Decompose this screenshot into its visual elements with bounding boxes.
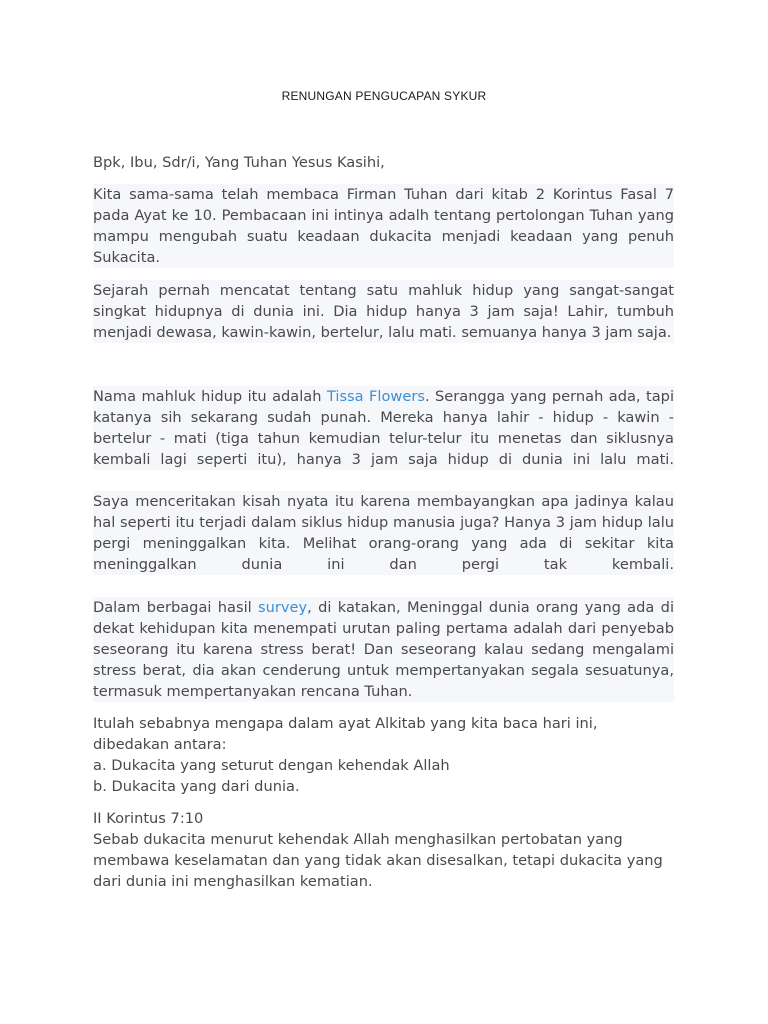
scripture-reference: II Korintus 7:10 (93, 810, 204, 827)
list-item-a: a. Dukacita yang seturut dengan kehendak Allah (93, 757, 450, 774)
paragraph-7 (93, 808, 674, 892)
paragraph-6-line-2: dibedakan antara: (93, 736, 227, 753)
paragraph-6 (93, 713, 674, 797)
paragraph-3 (93, 386, 674, 470)
paragraph-6-line-1: Itulah sebabnya mengapa dalam ayat Alkitab yang kita baca hari ini, (93, 715, 598, 732)
paragraph-5 (93, 597, 674, 702)
document-title: RENUNGAN PENGUCAPAN SYKUR (281, 89, 487, 103)
scripture-line-3: dari dunia ini menghasilkan kematian. (93, 873, 373, 890)
paragraph-3-text-start: Nama mahluk hidup itu adalah (93, 388, 327, 405)
list-item-b: b. Dukacita yang dari dunia. (93, 778, 300, 795)
paragraph-5-text-start: Dalam berbagai hasil (93, 599, 259, 616)
scripture-line-1: Sebab dukacita menurut kehendak Allah menghasilkan pertobatan yang (93, 831, 623, 848)
survey-link[interactable]: survey (258, 599, 308, 616)
paragraph-1: Kita sama-sama telah membaca Firman Tuhan dari kitab 2 Korintus Fasal 7 pada Ayat ke 10. Pembacaan ini intinya adalh tentang pertolongan Tuhan yang mampu mengubah suatu keadaan dukacita menjadi keadaan yang penuh Sukacita. (93, 186, 674, 266)
scripture-line-2: membawa keselamatan dan yang tidak akan disesalkan, tetapi dukacita yang (93, 852, 663, 869)
tissa-flowers-link[interactable]: Tissa Flowers (326, 388, 425, 405)
paragraph-3-text-end: . Serangga yang pernah ada, tapi katanya sih sekarang sudah punah. Mereka hanya lahir - hidup - kawin - bertelur - mati (tiga tahun kemudian telur-telur itu menetas dan siklusnya kembali lagi seperti itu), hanya 3 jam saja hidup di dunia ini lalu mati. (93, 388, 674, 468)
paragraph-2: Sejarah pernah mencatat tentang satu mahluk hidup yang sangat-sangat singkat hidupnya di dunia ini. Dia hidup hanya 3 jam saja! Lahir, tumbuh menjadi dewasa, kawin-kawin, bertelur, lalu mati. semuanya hanya 3 jam saja. (93, 282, 674, 341)
paragraph-4: Saya menceritakan kisah nyata itu karena membayangkan apa jadinya kalau hal seperti itu terjadi dalam siklus hidup manusia juga? Hanya 3 jam hidup lalu pergi meninggalkan kita. Melihat orang-orang yang ada di sekitar kita meninggalkan dunia ini dan pergi tak kembali. (93, 493, 674, 573)
paragraph-5-text-end: , di katakan, Meninggal dunia orang yang ada di dekat kehidupan kita menempati urutan paling pertama adalah dari penyebab seseorang itu karena stress berat! Dan seseorang kalau sedang mengalami stress berat, dia akan cenderung untuk mempertanyakan segala sesuatunya, termasuk mempertanyakan rencana Tuhan. (93, 599, 674, 700)
greeting: Bpk, Ibu, Sdr/i, Yang Tuhan Yesus Kasihi, (93, 154, 385, 171)
